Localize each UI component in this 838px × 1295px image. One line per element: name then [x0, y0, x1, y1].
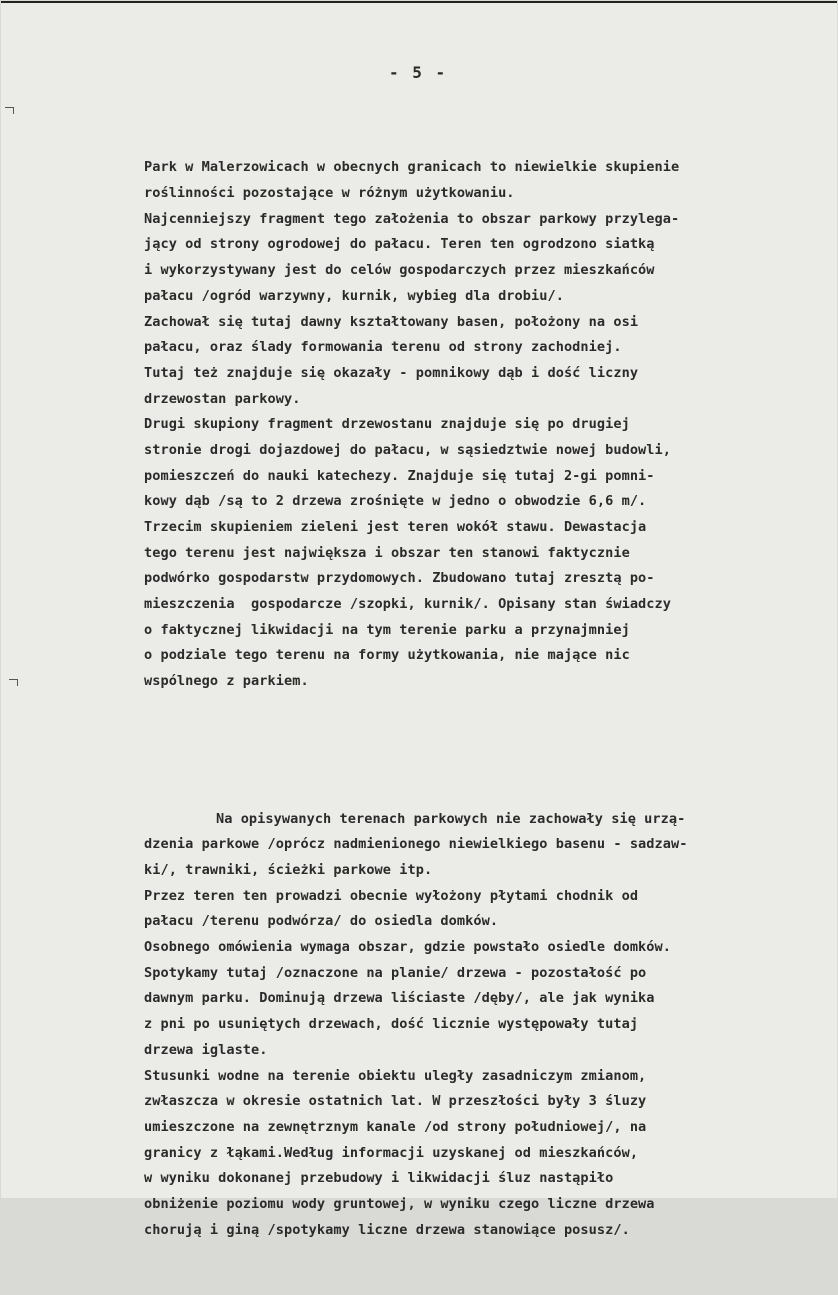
margin-tick-mark: [5, 107, 14, 114]
text-line: Drugi skupiony fragment drzewostanu znajduje się po drugiej: [144, 416, 630, 433]
text-line: zwłaszcza w okresie ostatnich lat. W przeszłości były 3 śluzy: [144, 1093, 647, 1110]
text-line: wspólnego z parkiem.: [144, 673, 309, 690]
text-line: pałacu /terenu podwórza/ do osiedla domków.: [144, 913, 499, 930]
text-line: pałacu, oraz ślady formowania terenu od strony zachodniej.: [144, 339, 622, 356]
paragraph-gap: [144, 746, 804, 755]
document-page: [1, 1, 837, 1238]
text-line: i wykorzystywany jest do celów gospodarczych przez mieszkańców: [144, 262, 655, 279]
page-number: - 5 -: [389, 63, 448, 82]
paragraph-2: [144, 807, 804, 1244]
text-line: z pni po usuniętych drzewach, dość licznie występowały tutaj: [144, 1016, 639, 1033]
text-line: dawnym parku. Dominują drzewa liściaste /dęby/, ale jak wynika: [144, 990, 655, 1007]
text-line: umieszczone na zewnętrznym kanale /od strony południowej/, na: [144, 1118, 647, 1135]
text-line: drzewostan parkowy.: [144, 390, 301, 407]
text-line: Tutaj też znajduje się okazały - pomnikowy dąb i dość liczny: [144, 364, 639, 381]
text-line: Zachował się tutaj dawny kształtowany basen, położony na osi: [144, 313, 639, 330]
text-line: chorują i giną /spotykamy liczne drzewa stanowiące posusz/.: [144, 1221, 630, 1238]
text-line: Najcenniejszy fragment tego założenia to obszar parkowy przylega-: [144, 210, 680, 227]
margin-tick-mark: [9, 679, 18, 686]
text-line: Trzecim skupieniem zieleni jest teren wokół stawu. Dewastacja: [144, 519, 647, 536]
text-line: Stusunki wodne na terenie obiektu uległy zasadniczym zmianom,: [144, 1067, 647, 1084]
text-line: granicy z łąkami.Według informacji uzyskanej od mieszkańców,: [144, 1144, 639, 1161]
text-line: o podziale tego terenu na formy użytkowania, nie mające nic: [144, 647, 630, 664]
text-line: kowy dąb /są to 2 drzewa zrośnięte w jedno o obwodzie 6,6 m/.: [144, 493, 647, 510]
text-line: w wyniku dokonanej przebudowy i likwidacji śluz nastąpiło: [144, 1170, 614, 1187]
text-line: drzewa iglaste.: [144, 1041, 268, 1058]
text-line: mieszczenia gospodarcze /szopki, kurnik/. Opisany stan świadczy: [144, 596, 671, 613]
text-line: Przez teren ten prowadzi obecnie wyłożony płytami chodnik od: [144, 887, 639, 904]
text-line: o faktycznej likwidacji na tym terenie parku a przynajmniej: [144, 621, 630, 638]
text-line: dzenia parkowe /oprócz nadmienionego niewielkiego basenu - sadzaw-: [144, 836, 688, 853]
paragraph-1: [144, 155, 804, 694]
text-line: jący od strony ogrodowej do pałacu. Teren ten ogrodzono siatką: [144, 236, 655, 253]
text-line: Park w Malerzowicach w obecnych granicach to niewielkie skupienie: [144, 159, 680, 176]
text-line: roślinności pozostające w różnym użytkowaniu.: [144, 185, 515, 202]
text-line: podwórko gospodarstw przydomowych. Zbudowano tutaj zresztą po-: [144, 570, 655, 587]
document-body: [144, 104, 804, 1295]
text-line: stronie drogi dojazdowej do pałacu, w sąsiedztwie nowej budowli,: [144, 441, 671, 458]
text-line: obniżenie poziomu wody gruntowej, w wyniku czego liczne drzewa: [144, 1195, 655, 1212]
text-line: pałacu /ogród warzywny, kurnik, wybieg dla drobiu/.: [144, 287, 564, 304]
text-line: Osobnego omówienia wymaga obszar, gdzie powstało osiedle domków.: [144, 939, 671, 956]
text-line: Na opisywanych terenach parkowych nie zachowały się urzą-: [216, 810, 686, 827]
text-line: Spotykamy tutaj /oznaczone na planie/ drzewa - pozostałość po: [144, 964, 647, 981]
text-line: pomieszczeń do nauki katechezy. Znajduje się tutaj 2-gi pomni-: [144, 467, 655, 484]
text-line: tego terenu jest największa i obszar ten stanowi faktycznie: [144, 544, 630, 561]
text-line: ki/, trawniki, ścieżki parkowe itp.: [144, 862, 433, 879]
